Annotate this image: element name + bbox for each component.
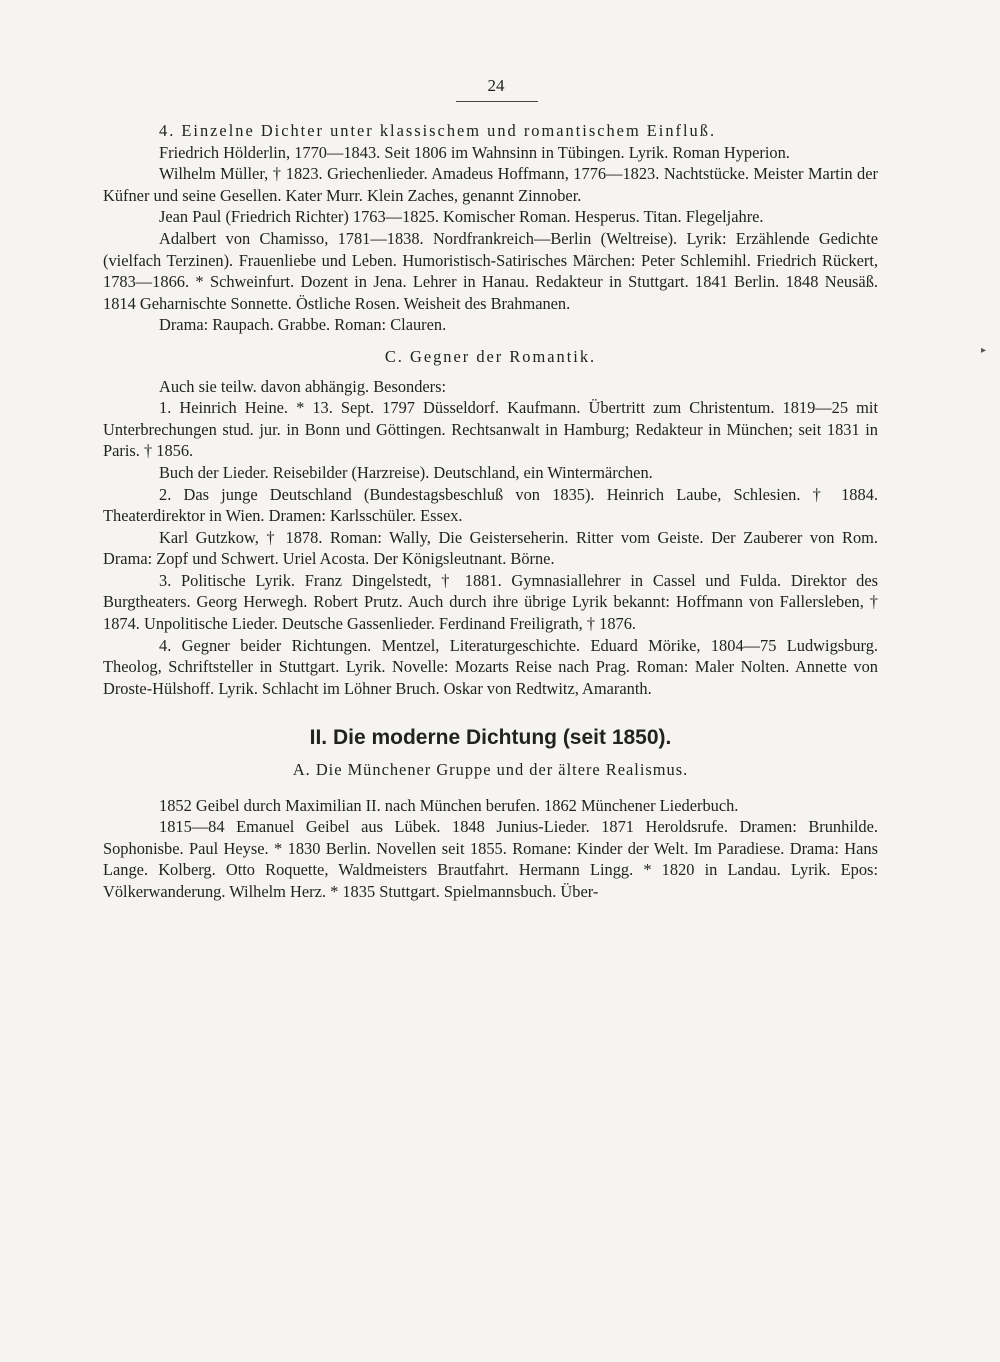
paragraph-mueller: Wilhelm Müller, † 1823. Griechenlieder. Amadeus Hoffmann, 1776—1823. Nachtstücke. Meister Martin der Küfner und seine Gesellen. Kater Murr. Klein Zaches, genannt Zinnober. xyxy=(103,164,878,205)
paragraph-gutzkow: Karl Gutzkow, † 1878. Roman: Wally, Die Geisterseherin. Ritter vom Geiste. Der Zauberer von Rom. Drama: Zopf und Schwert. Uriel Acosta. Der Königsleutnant. Börne. xyxy=(103,527,878,569)
paragraph-chamisso: Adalbert von Chamisso, 1781—1838. Nordfrankreich—Berlin (Weltreise). Lyrik: Erzählende Gedichte (vielfach Terzinen). Frauenliebe und Leben. Humoristisch-Satirisches Märchen: Peter Schlemihl. Friedrich Rückert, 1783—1866. * Schweinfurt. Dozent in Jena. Lehrer in Hanau. Redakteur in Stuttgart. 1841 Berlin. 1848 Neusäß. 1814 Geharnischte Sonnette. Östliche Rosen. Weisheit des Brahmanen. xyxy=(103,228,878,313)
paragraph-jean-paul: Jean Paul (Friedrich Richter) 1763—1825. Komischer Roman. Hesperus. Titan. Flegeljahre. xyxy=(159,207,764,227)
paragraph-gegner: 4. Gegner beider Richtungen. Mentzel, Literaturgeschichte. Eduard Mörike, 1804—75 Ludwigsburg. Theolog, Schriftsteller in Stuttgart. Lyrik. Novelle: Mozarts Reise nach Prag. Roman: Maler Nolten. Annette von Droste-Hülshoff. Lyrik. Schlacht im Löhner Bruch. Oskar von Redtwitz, Amaranth. xyxy=(103,635,878,698)
paragraph-junges-deutschland: 2. Das junge Deutschland (Bundestagsbeschluß von 1835). Heinrich Laube, Schlesien. † 1884. Theaterdirektor in Wien. Dramen: Karlsschüler. Essex. xyxy=(103,484,878,526)
part-ii-heading: II. Die moderne Dichtung (seit 1850). xyxy=(309,726,672,750)
section-4-heading: 4. Einzelne Dichter unter klassischem und romantischem Einfluß. xyxy=(159,121,717,140)
section-c-heading: C. Gegner der Romantik. xyxy=(384,346,597,366)
section-a-heading: A. Die Münchener Gruppe und der ältere Realismus. xyxy=(292,760,689,780)
paragraph-geibel-1815: 1815—84 Emanuel Geibel aus Lübek. 1848 Junius-Lieder. 1871 Heroldsrufe. Dramen: Brunhilde. Sophonisbe. Paul Heyse. * 1830 Berlin. Novellen seit 1855. Romane: Kinder der Welt. Im Paradiese. Drama: Hans Lange. Kolberg. Otto Roquette, Waldmeisters Brautfahrt. Hermann Lingg. * 1820 in Landau. Lyrik. Epos: Völkerwanderung. Wilhelm Herz. * 1835 Stuttgart. Spielmannsbuch. Über- xyxy=(103,817,878,901)
body-text xyxy=(103,120,878,903)
paragraph-geibel-1852: 1852 Geibel durch Maximilian II. nach München berufen. 1862 Münchener Liederbuch. xyxy=(159,795,739,815)
paragraph-buch-der-lieder: Buch der Lieder. Reisebilder (Harzreise). Deutschland, ein Wintermärchen. xyxy=(159,462,653,482)
page-number: 24 xyxy=(487,76,505,95)
paragraph-politische-lyrik: 3. Politische Lyrik. Franz Dingelstedt, † 1881. Gymnasiallehrer in Cassel und Fulda. Direktor des Burgtheaters. Georg Herwegh. Robert Prutz. Auch durch ihre übrige Lyrik bekannt: Hoffmann von Fallersleben, † 1874. Unpolitische Lieder. Deutsche Gassenlieder. Ferdinand Freiligrath, † 1876. xyxy=(103,570,878,634)
paragraph-heine: 1. Heinrich Heine. * 13. Sept. 1797 Düsseldorf. Kaufmann. Übertritt zum Christentum. 1819—25 mit Unterbrechungen stud. jur. in Bonn und Göttingen. Rechtsanwalt in Hamburg; Redakteur in München; seit 1831 in Paris. † 1856. xyxy=(103,398,878,461)
paragraph-drama: Drama: Raupach. Grabbe. Roman: Clauren. xyxy=(159,315,447,335)
paragraph-auch: Auch sie teilw. davon abhängig. Besonders: xyxy=(159,376,447,396)
paragraph-hoelderlin: Friedrich Hölderlin, 1770—1843. Seit 1806 im Wahnsinn in Tübingen. Lyrik. Roman Hyperion. xyxy=(159,142,790,162)
page-number-rule xyxy=(456,101,538,102)
margin-mark: ▸ xyxy=(980,345,986,356)
